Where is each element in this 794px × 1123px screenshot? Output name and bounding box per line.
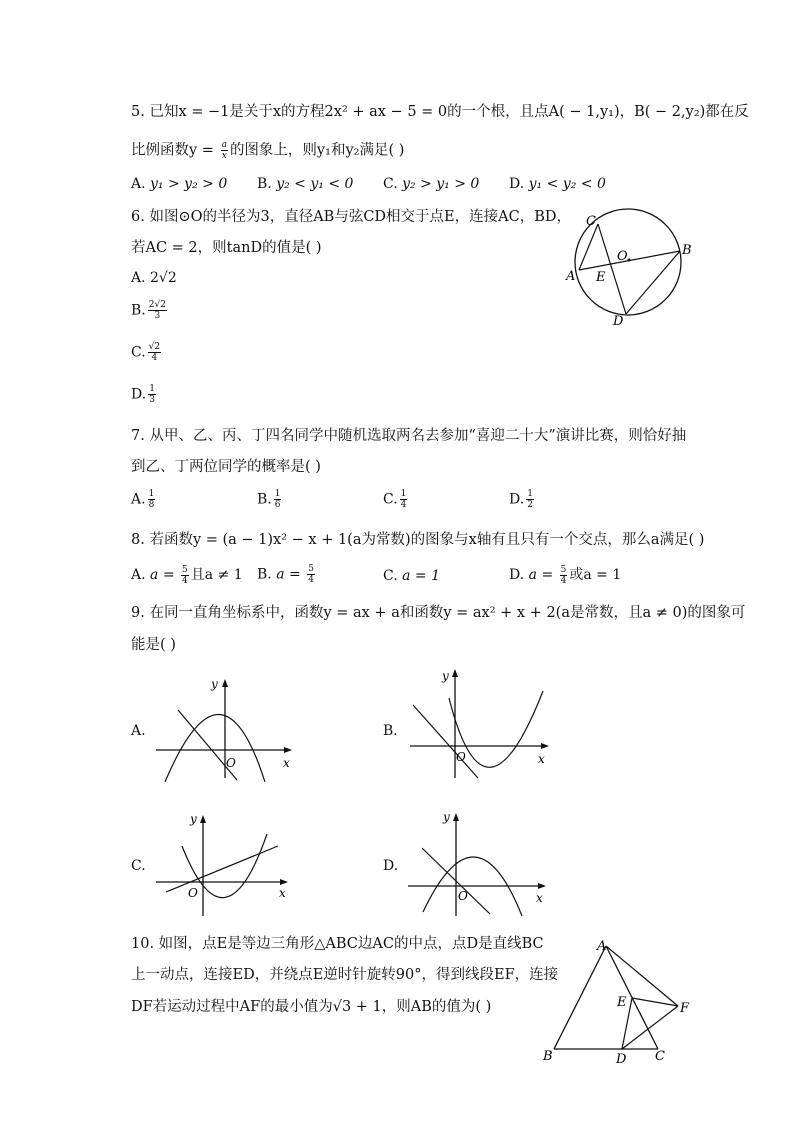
option-post: 或a = 1 xyxy=(569,567,622,583)
frac-num: √2 xyxy=(148,342,161,352)
q7-option-d[interactable] xyxy=(509,489,536,510)
q5-option-b[interactable] xyxy=(257,176,353,192)
x-axis-arrow xyxy=(280,879,288,885)
option-label: A. xyxy=(131,491,146,508)
q8-option-c[interactable] xyxy=(383,568,440,584)
option-label: A. xyxy=(131,176,146,192)
axis-label-x: x xyxy=(536,891,543,905)
option-label: D. xyxy=(509,176,525,192)
segment-df xyxy=(622,1006,678,1049)
x-axis-arrow xyxy=(541,743,549,749)
q10-line3: DF若运动过程中AF的最小值为√3 + 1，则AB的值为( ) xyxy=(131,999,492,1015)
frac-num: 1 xyxy=(148,489,155,499)
option-label: B. xyxy=(257,176,272,192)
option-label: C. xyxy=(383,491,398,508)
option-pre: a = xyxy=(150,567,179,583)
frac-den: 4 xyxy=(182,575,188,586)
label-c: C xyxy=(586,214,596,229)
q9-graph-d[interactable] xyxy=(405,808,555,920)
label-b: B xyxy=(543,1049,553,1064)
option-label: C. xyxy=(383,568,398,584)
q8-option-d[interactable] xyxy=(509,564,621,586)
label-e: E xyxy=(617,995,627,1010)
q9-option-d-label[interactable]: D. xyxy=(383,858,399,874)
axis-label-y: y xyxy=(443,810,450,824)
frac-den: 3 xyxy=(149,395,155,405)
x-axis-arrow xyxy=(538,883,546,889)
q10-line2: 上一动点，连接ED，并绕点E逆时针旋转90°，得到线段EF，连接 xyxy=(131,967,559,983)
y-axis-arrow xyxy=(222,679,228,687)
frac-num: 5 xyxy=(182,564,188,575)
side-ac xyxy=(606,946,658,1049)
label-b: B xyxy=(682,243,692,258)
segment-bd xyxy=(626,251,680,314)
q7-line1: 7. 从甲、乙、丙、丁四名同学中随机选取两名去参加“喜迎二十大”演讲比赛，则恰好抽 xyxy=(131,428,687,444)
option-text: 2√2 xyxy=(150,270,177,286)
label-o: O xyxy=(617,249,628,264)
q6-option-c[interactable] xyxy=(131,342,163,363)
option-label: C. xyxy=(383,176,398,192)
label-d: D xyxy=(613,314,624,329)
q10-triangle-figure xyxy=(535,932,700,1067)
frac-den: 4 xyxy=(151,353,158,363)
option-label: B. xyxy=(257,491,272,508)
label-e: E xyxy=(596,270,606,285)
center-dot xyxy=(628,259,631,262)
option-pre: a = xyxy=(276,566,306,583)
q9-graph-b[interactable] xyxy=(405,664,555,782)
side-ab xyxy=(554,946,606,1049)
q6-line1: 6. 如图⊙O的半径为3，直径AB与弦CD相交于点E，连接AC，BD， xyxy=(131,209,571,225)
q6-option-b[interactable] xyxy=(131,300,169,321)
frac-den: 3 xyxy=(154,311,161,321)
label-f: F xyxy=(680,1001,690,1016)
q5-line2-pre: 比例函数y = xyxy=(131,142,219,159)
y-axis-arrow xyxy=(453,813,459,821)
line xyxy=(166,846,278,892)
origin-label: O xyxy=(456,750,466,764)
y-axis-arrow xyxy=(452,669,458,677)
label-a: A xyxy=(597,939,607,954)
option-label: D. xyxy=(509,491,525,508)
option-label: D. xyxy=(509,567,525,583)
option-label: C. xyxy=(131,344,146,361)
q10-line1: 10. 如图，点E是等边三角形△ABC边AC的中点，点D是直线BC xyxy=(131,936,544,952)
y-axis-arrow xyxy=(200,815,206,823)
frac-num: 1 xyxy=(527,489,533,499)
q5-fraction xyxy=(221,140,228,161)
q5-frac-num: a xyxy=(221,140,227,150)
q8-line1: 8. 若函数y = (a − 1)x² − x + 1(a为常数)的图象与x轴有且只有一个交点，那么a满足( ) xyxy=(131,532,705,548)
frac-den: 4 xyxy=(308,575,314,585)
q7-option-c[interactable] xyxy=(383,489,409,510)
option-pre: a = 1 xyxy=(402,568,441,584)
frac-den: 8 xyxy=(148,500,155,510)
origin-label: O xyxy=(226,756,236,770)
origin-label: O xyxy=(458,889,468,903)
axis-label-y: y xyxy=(442,669,449,683)
frac-num: 1 xyxy=(400,489,407,499)
q9-graph-a[interactable] xyxy=(150,672,295,782)
segment-ef xyxy=(632,998,678,1006)
frac-num: 5 xyxy=(560,564,567,575)
option-label: A. xyxy=(131,567,146,583)
option-text: y₂ < y₁ < 0 xyxy=(276,176,354,192)
q6-option-d[interactable] xyxy=(131,384,158,405)
q8-option-a[interactable] xyxy=(131,564,243,586)
frac-den: 4 xyxy=(400,500,407,510)
frac-den: 2 xyxy=(527,500,533,510)
q6-line2: 若AC = 2，则tanD的值是( ) xyxy=(131,240,322,256)
axis-label-y: y xyxy=(211,677,218,691)
label-a: A xyxy=(566,269,576,284)
frac-den: 4 xyxy=(560,575,567,586)
axis-label-y: y xyxy=(190,812,197,826)
segment-ac xyxy=(579,224,598,270)
frac-num: 1 xyxy=(274,489,281,499)
q5-option-a[interactable] xyxy=(131,176,227,192)
chord-cd xyxy=(598,224,626,314)
q9-line2: 能是( ) xyxy=(131,637,176,653)
axis-label-x: x xyxy=(283,756,290,770)
q9-option-b-label[interactable]: B. xyxy=(383,723,398,739)
q7-option-a[interactable] xyxy=(131,489,157,510)
option-post: 且a ≠ 1 xyxy=(190,567,243,583)
q5-frac-den: x xyxy=(221,151,227,161)
origin-label: O xyxy=(188,886,198,900)
q6-option-a[interactable] xyxy=(131,270,177,286)
frac-num: 2√2 xyxy=(148,300,166,310)
x-axis-arrow xyxy=(284,747,292,753)
q8-option-b[interactable] xyxy=(257,564,317,585)
q7-line2: 到乙、丁两位同学的概率是( ) xyxy=(131,459,321,475)
label-d: D xyxy=(616,1052,627,1067)
q5-option-c[interactable] xyxy=(383,176,479,192)
frac-num: 1 xyxy=(149,384,155,394)
option-text: y₂ > y₁ > 0 xyxy=(402,176,480,192)
axis-label-x: x xyxy=(538,752,545,766)
frac-num: 5 xyxy=(308,564,314,574)
q9-option-c-label[interactable]: C. xyxy=(131,858,146,874)
line xyxy=(413,705,478,778)
parabola xyxy=(165,715,265,783)
q5-line2 xyxy=(131,140,404,161)
frac-den: 6 xyxy=(274,500,281,510)
option-text: y₁ < y₂ < 0 xyxy=(528,176,606,192)
q9-line1: 9. 在同一直角坐标系中，函数y = ax + a和函数y = ax² + x + 2(a是常数，且a ≠ 0)的图象可 xyxy=(131,605,746,621)
option-label: B. xyxy=(257,566,272,583)
q5-option-d[interactable] xyxy=(509,176,606,192)
q9-graph-c[interactable] xyxy=(150,810,295,920)
option-label: A. xyxy=(131,270,146,286)
option-label: D. xyxy=(131,386,147,403)
option-text: y₁ > y₂ > 0 xyxy=(150,176,228,192)
q6-circle-figure xyxy=(560,205,700,330)
q7-option-b[interactable] xyxy=(257,489,283,510)
q5-line2-post: 的图象上，则y₁和y₂满足( ) xyxy=(229,142,405,159)
option-pre: a = xyxy=(528,567,558,583)
option-label: B. xyxy=(131,302,146,319)
label-c: C xyxy=(655,1049,665,1064)
q9-option-a-label[interactable]: A. xyxy=(131,723,146,739)
q5-line1: 5. 已知x = −1是关于x的方程2x² + ax − 5 = 0的一个根，且点A( − 1,y₁)，B( − 2,y₂)都在反 xyxy=(131,104,749,120)
axis-label-x: x xyxy=(279,886,286,900)
